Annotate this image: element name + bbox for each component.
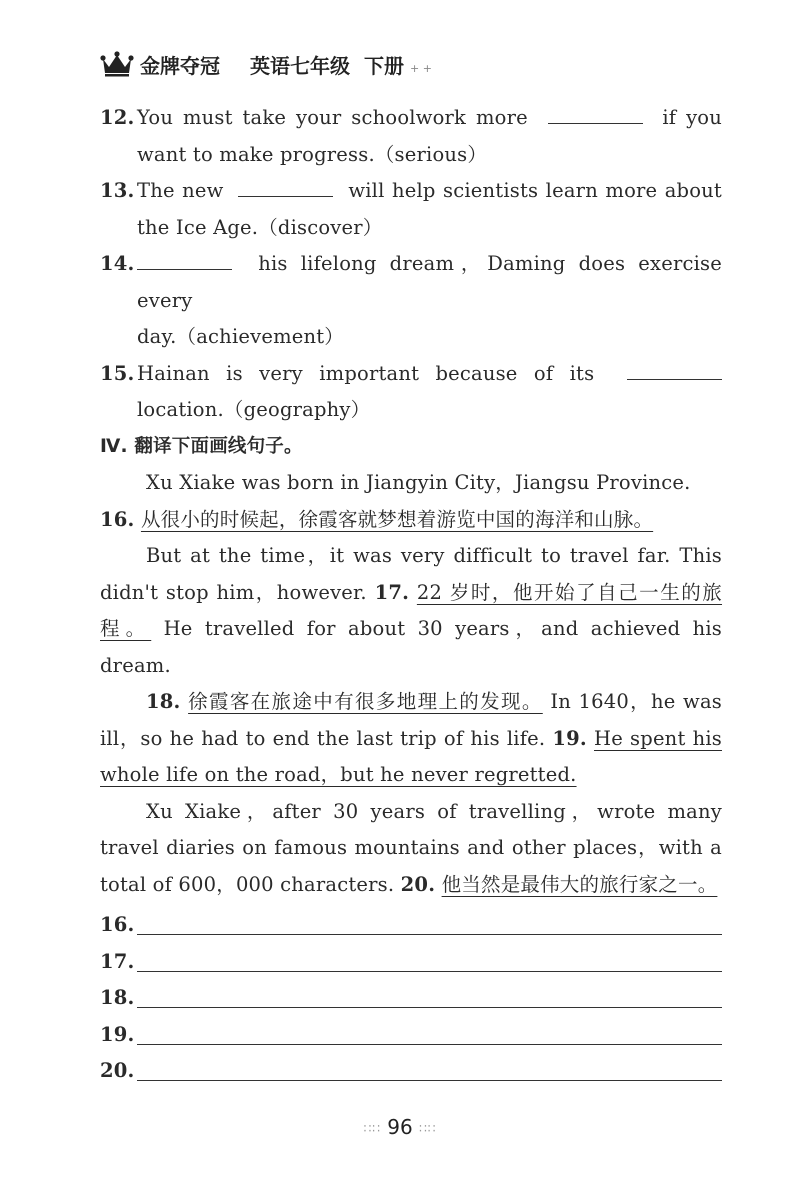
- sentence-number: 18.: [146, 690, 181, 713]
- question-text: The new: [137, 179, 224, 202]
- sentence-number: 16.: [100, 507, 135, 531]
- question-number: 14.: [100, 252, 135, 275]
- answer-line-16[interactable]: [100, 907, 722, 944]
- answer-line-18[interactable]: [100, 980, 722, 1017]
- question-number: 13.: [100, 179, 135, 202]
- answer-blank[interactable]: [627, 357, 722, 380]
- question-number: 15.: [100, 361, 135, 385]
- sparkle-icon: + +: [410, 61, 432, 75]
- answer-blank[interactable]: [137, 247, 232, 270]
- underlined-sentence: He spent his whole life on the road，but he never regretted.: [100, 726, 722, 786]
- decorative-dots-right: ∷∷: [419, 1121, 437, 1136]
- underlined-sentence: 22 岁时，他开始了自己一生的旅程。: [100, 580, 723, 640]
- underlined-sentence: 从很小的时候起，徐霞客就梦想着游览中国的海洋和山脉。: [140, 507, 654, 531]
- page-header: [100, 44, 432, 84]
- underlined-sentence: 徐霞客在旅途中有很多地理上的发现。: [188, 690, 543, 713]
- question-15: [100, 356, 722, 429]
- answer-line-20[interactable]: [100, 1053, 722, 1090]
- passage-paragraph-3: [100, 684, 722, 794]
- passage-text: Xu Xiake was born in Jiangyin City，Jiangsu Province.: [146, 471, 691, 494]
- answer-rule[interactable]: [137, 934, 722, 935]
- answer-number: 18.: [100, 986, 135, 1009]
- question-text: Hainan is very important because of its: [137, 361, 595, 385]
- answer-number: 16.: [100, 913, 135, 936]
- question-text: You must take your schoolwork more: [137, 106, 528, 129]
- sentence-number: 20.: [400, 872, 436, 896]
- answer-line-19[interactable]: [100, 1017, 722, 1054]
- answer-rule[interactable]: [137, 971, 722, 972]
- answer-rule[interactable]: [137, 1007, 722, 1008]
- passage-paragraph-4: [100, 794, 722, 904]
- passage-paragraph-2: [100, 538, 722, 684]
- question-text: if you: [662, 106, 722, 129]
- page-number: 96: [387, 1115, 413, 1139]
- answer-blank[interactable]: [548, 101, 643, 124]
- decorative-dots-left: ∷∷: [363, 1121, 381, 1136]
- answer-blank[interactable]: [238, 174, 333, 197]
- crown-icon: [100, 51, 134, 77]
- question-12: [100, 100, 722, 173]
- brand-title: 金牌夺冠: [140, 53, 220, 78]
- question-text-line2: the Ice Age.（discover）: [137, 215, 383, 239]
- volume-label: 下册: [364, 53, 404, 78]
- answer-number: 20.: [100, 1059, 135, 1082]
- question-text: will help scientists learn more about: [348, 179, 722, 202]
- passage-paragraph-1: [100, 465, 722, 502]
- question-text-line2: day.（achievement）: [137, 325, 344, 348]
- passage-sentence-16: [100, 502, 722, 539]
- page-content: [100, 100, 722, 1090]
- question-number: 12.: [100, 106, 135, 129]
- answer-line-17[interactable]: [100, 944, 722, 981]
- question-text-line2: location.（geography）: [137, 398, 371, 421]
- passage-text: He travelled for about 30 years，and achieved his dream.: [100, 617, 722, 677]
- sentence-number: 17.: [374, 580, 410, 604]
- question-14: [100, 246, 722, 356]
- page-footer: [0, 1115, 800, 1139]
- passage-text: Xu Xiake，after 30 years of travelling，wrote many travel diaries on famous mountains and other places，with a total of 600，000 characters.: [100, 799, 722, 896]
- answer-rule[interactable]: [137, 1080, 722, 1081]
- sentence-number: 19.: [552, 726, 587, 750]
- question-text-line2: want to make progress.（serious）: [137, 142, 488, 166]
- section-heading: Ⅳ. 翻译下面画线句子。: [100, 435, 303, 457]
- underlined-sentence: 他当然是最伟大的旅行家之一。: [441, 872, 718, 896]
- question-13: [100, 173, 722, 246]
- subject-grade: 英语七年级: [250, 53, 350, 78]
- passage-text: In 1640，he was ill，so he had to end the last trip of his life.: [100, 690, 722, 750]
- answer-number: 19.: [100, 1022, 135, 1046]
- answer-number: 17.: [100, 949, 135, 973]
- question-text: his lifelong dream，Daming does exercise every: [137, 252, 722, 312]
- answer-rule[interactable]: [137, 1044, 722, 1045]
- passage-text: But at the time，it was very difficult to travel far. This didn't stop him，however.: [100, 544, 722, 604]
